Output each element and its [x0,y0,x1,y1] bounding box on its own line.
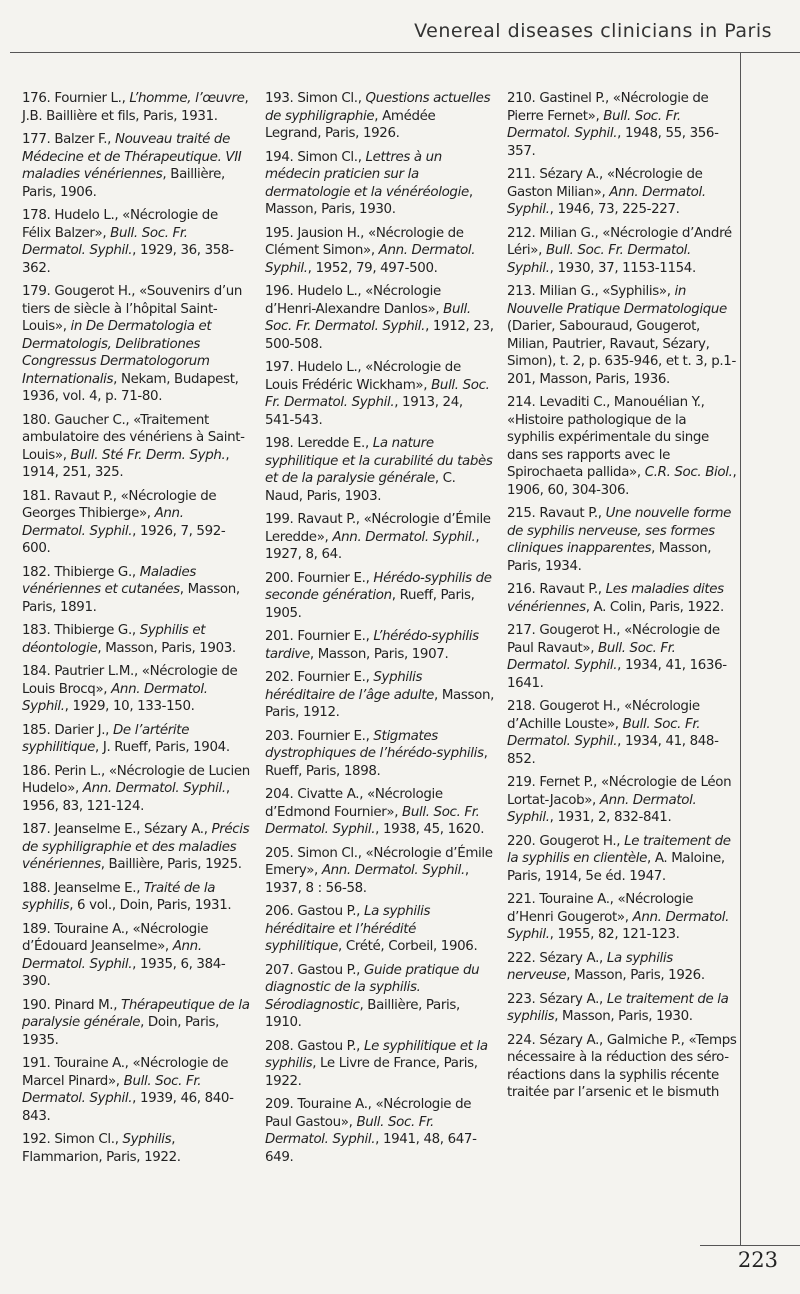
reference-details: , Baillière, Paris, 1906. [22,167,225,200]
reference-details: , J.B. Baillière et fils, Paris, 1931. [22,91,249,124]
reference-entry [265,359,495,429]
reference-title: C.R. Soc. Biol. [644,465,733,480]
reference-text: 224. Sézary A., Galmiche P., «Temps nécessaire à la réduction des séro-réactions dans la syphilis récente traitée par l’arsenic et le bismuth [507,1032,737,1100]
header-title: Venereal diseases clinicians in Paris [414,20,772,42]
reference-title: La nature syphilitique et la curabilité du tabès et de la paralysie générale [265,436,493,486]
reference-title: in De Dermatologia et Dermatologis, Delibrationes Congressus Dermatologorum Internationalis [22,319,212,387]
reference-title: L’homme, l’œuvre [129,91,245,106]
reference-entry [507,833,737,886]
reference-entry [22,207,250,277]
reference-title: Maladies vénériennes et cutanées [22,564,197,597]
reference-details: , Masson, Paris, 1934. [507,541,712,574]
running-header [0,0,800,58]
reference-text: 187. Jeanselme E., Sézary A., [22,822,212,837]
reference-details: , Rueff, Paris, 1905. [265,588,475,621]
reference-title: Précis de syphiligraphie et des maladies vénériennes [22,822,250,872]
reference-entry [265,962,495,1032]
reference-title: Bull. Soc. Fr. Dermatol. Syphil. [507,640,676,673]
reference-text: 202. Fournier E., [265,670,374,685]
reference-title: Le traitement de la syphilis en clientèle [507,833,731,866]
reference-title: Une nouvelle forme de syphilis nerveuse, ses formes cliniques inapparentes [507,506,732,556]
reference-entry [22,131,250,201]
reference-text: 215. Ravaut P., [507,506,606,521]
reference-text: 178. Hudelo L., «Nécrologie de Félix Balzer», [22,208,218,241]
reference-title: Bull. Soc. Fr. Dermatol. Syphil. [265,804,480,837]
reference-details: , 1952, 79, 497-500. [307,260,438,276]
reference-title: Syphilis [122,1132,172,1147]
reference-title: Ann. Dermatol. Syphil. [332,529,476,545]
reference-entry [265,628,495,663]
reference-entry [22,564,250,617]
reference-details: , 1926, 7, 592-600. [22,523,226,556]
reference-text: 208. Gastou P., [265,1038,364,1054]
reference-details: , Masson, Paris, 1891. [22,582,240,615]
margin-rule [740,52,741,1245]
reference-entry [265,435,495,505]
reference-details: , Rueff, Paris, 1898. [265,746,488,779]
reference-text: 220. Gougerot H., [507,833,625,849]
reference-text: 190. Pinard M., [22,997,122,1013]
reference-entry [507,991,737,1026]
reference-entry [265,669,495,722]
reference-title: Nouveau traité de Médecine et de Thérapeutique. VII maladies vénériennes [22,132,242,182]
reference-text: 218. Gougerot H., «Nécrologie d’Achille Louste», [507,699,700,732]
reference-column-2 [265,90,495,1172]
reference-entry [507,581,737,616]
reference-entry [507,90,737,160]
reference-details: , 1955, 82, 121-123. [549,927,680,942]
reference-details: , 1946, 73, 225-227. [549,202,680,217]
reference-title: De l’artérite syphilitique [22,722,190,755]
reference-title: Bull. Sté Fr. Derm. Syph. [70,447,226,463]
reference-text: 199. Ravaut P., «Nécrologie d’Émile Leredde», [265,512,491,545]
reference-details: , 1948, 55, 356-357. [507,126,719,159]
reference-text: 176. Fournier L., [22,91,130,106]
reference-details: , 1931, 2, 832-841. [549,810,672,825]
reference-title: Lettres à un médecin praticien sur la dermatologie et la vénéréologie [265,149,469,200]
reference-text: 200. Fournier E., [265,570,374,586]
reference-entry [265,225,495,278]
reference-text: 206. Gastou P., [265,904,364,919]
reference-entry [265,786,495,839]
reference-entry [507,225,737,278]
reference-text: 192. Simon Cl., [22,1132,123,1147]
reference-entry [507,166,737,219]
reference-details: , Doin, Paris, 1935. [22,1015,220,1048]
reference-entry [507,774,737,827]
reference-text: 203. Fournier E., [265,728,374,744]
reference-entry [22,1055,250,1125]
reference-entry [22,488,250,558]
reference-title: Stigmates dystrophiques de l’hérédo-syphilis [265,728,484,761]
reference-text: 205. Simon Cl., «Nécrologie d’Émile Emery», [265,845,493,878]
reference-text: 198. Leredde E., [265,436,373,451]
reference-title: Bull. Soc. Fr. Dermatol. Syphil. [507,108,681,141]
reference-text: 177. Balzer F., [22,132,115,147]
reference-text: 204. Civatte A., «Nécrologie d’Edmond Fournier», [265,787,443,820]
reference-details: , 1912, 23, 500-508. [265,319,494,352]
reference-details: , 1937, 8 : 56-58. [265,863,469,896]
reference-entry [22,921,250,991]
reference-entry [265,728,495,781]
reference-entry [265,1096,495,1166]
reference-details: , J. Rueff, Paris, 1904. [95,740,230,755]
reference-entry [507,394,737,499]
reference-title: Hérédo-syphilis de seconde génération [265,570,492,603]
reference-details: , Masson, Paris, 1930. [554,1009,693,1024]
reference-text: 209. Touraine A., «Nécrologie de Paul Gastou», [265,1097,472,1130]
reference-title: Ann. Dermatol. Syphil. [265,243,476,276]
reference-entry [22,880,250,915]
reference-title: Ann. Dermatol. Syphil. [507,792,697,825]
reference-title: Bull. Soc. Fr. Dermatol. Syphil. [265,1114,434,1147]
reference-title: Bull. Soc. Fr. Dermatol. Syphil. [507,243,691,276]
reference-details: , 1934, 41, 1636-1641. [507,658,727,691]
reference-details: , Masson, Paris, 1926. [566,968,705,983]
reference-details: , 1935, 6, 384-390. [22,956,226,989]
reference-text: 196. Hudelo L., «Nécrologie d’Henri-Alexandre Danlos», [265,284,444,317]
reference-details: , Masson, Paris, 1903. [97,640,236,656]
reference-text: 180. Gaucher C., «Traitement ambulatoire des vénériens à Saint-Louis», [22,412,245,463]
reference-text: 222. Sézary A., [507,950,607,966]
reference-title: Traité de la syphilis [22,880,216,913]
reference-details: , A. Maloine, Paris, 1914, 5e éd. 1947. [507,851,725,884]
page-number: 223 [737,1248,778,1272]
reference-details: , Flammarion, Paris, 1922. [22,1132,181,1165]
reference-details: , Baillière, Paris, 1925. [100,857,242,872]
reference-entry [265,149,495,219]
reference-entry [22,622,250,657]
reference-entry [265,570,495,623]
reference-entry [507,622,737,692]
reference-text: 207. Gastou P., [265,962,364,978]
reference-details: , 1906, 60, 304-306. [507,465,737,498]
footer-rule [700,1245,800,1246]
reference-title: Ann. Dermatol. Syphil. [22,681,208,714]
reference-details: , 6 vol., Doin, Paris, 1931. [69,898,232,913]
reference-entry [265,903,495,956]
reference-entry [22,283,250,406]
reference-text: 189. Touraine A., «Nécrologie d’Édouard Jeanselme», [22,921,209,954]
reference-details: , Crété, Corbeil, 1906. [338,939,478,954]
reference-entry [507,283,737,388]
reference-title: Ann. Dermatol. Syphil. [321,863,465,878]
reference-text: 212. Milian G., «Nécrologie d’André Léri», [507,225,732,258]
reference-entry [265,511,495,564]
reference-details: , 1934, 41, 848-852. [507,734,719,767]
reference-title: Les maladies dites vénériennes [507,582,724,615]
reference-details: , A. Colin, Paris, 1922. [585,599,724,615]
reference-title: Ann. Dermatol. Syphil. [22,506,184,539]
reference-text: 210. Gastinel P., «Nécrologie de Pierre Fernet», [507,91,709,124]
reference-details: , C. Naud, Paris, 1903. [265,471,456,504]
reference-entry [265,283,495,353]
reference-details: , 1939, 46, 840-843. [22,1091,234,1124]
reference-column-3 [507,90,737,1108]
reference-entry [22,412,250,482]
reference-details: , 1941, 48, 647-649. [265,1132,477,1165]
reference-text: 181. Ravaut P., «Nécrologie de Georges Thibierge», [22,488,217,521]
reference-entry [22,663,250,716]
reference-text: 221. Touraine A., «Nécrologie d’Henri Gougerot», [507,892,694,925]
reference-details: , Le Livre de France, Paris, 1922. [265,1056,478,1089]
reference-text: 197. Hudelo L., «Nécrologie de Louis Frédéric Wickham», [265,360,461,393]
reference-title: Ann. Dermatol. Syphil. [507,909,730,942]
reference-details: , Masson, Paris, 1907. [309,646,449,662]
reference-title: L’hérédo-syphilis tardive [265,629,479,662]
reference-details: , 1956, 83, 121-124. [22,781,230,814]
reference-entry [22,821,250,874]
reference-text: 217. Gougerot H., «Nécrologie de Paul Ravaut», [507,623,720,656]
reference-entry [265,1038,495,1091]
reference-entry [265,90,495,143]
reference-details: , 1938, 45, 1620. [375,822,485,837]
reference-text: 188. Jeanselme E., [22,880,145,896]
reference-details: , 1929, 36, 358-362. [22,243,234,276]
reference-text: 182. Thibierge G., [22,564,140,580]
reference-entry [507,505,737,575]
reference-entry [22,763,250,816]
reference-title: Ann. Dermatol. Syphil. [507,184,706,217]
reference-title: in Nouvelle Pratique Dermatologique [507,284,727,317]
reference-details: , 1913, 24, 541-543. [265,395,463,428]
reference-text: 223. Sézary A., [507,991,607,1007]
reference-title: Bull. Soc. Fr. Dermatol. Syphil. [507,716,701,749]
reference-entry [22,722,250,757]
reference-details: , Baillière, Paris, 1910. [265,997,460,1030]
reference-details: , 1927, 8, 64. [265,529,480,562]
reference-text: 213. Milian G., «Syphilis», [507,284,675,299]
reference-text: 183. Thibierge G., [22,623,140,638]
reference-entry [507,1032,737,1102]
reference-title: Syphilis et déontologie [22,623,206,656]
reference-entry [22,90,250,125]
reference-entry [265,845,495,898]
reference-text: 179. Gougerot H., «Souvenirs d’un tiers de siècle à l’hôpital Saint-Louis», [22,284,243,334]
reference-details: , Masson, Paris, 1912. [265,687,495,720]
reference-details: , 1930, 37, 1153-1154. [549,260,696,276]
reference-details: , Masson, Paris, 1930. [265,184,473,217]
reference-text: 191. Touraine A., «Nécrologie de Marcel Pinard», [22,1056,229,1089]
header-rule [10,52,800,53]
reference-text: 214. Levaditi C., Manouélian Y., «Histoire pathologique de la syphilis expérimentale du singe dans ses rapports avec le Spirochaeta pallida», [507,395,709,480]
reference-title: Le syphilitique et la syphilis [265,1038,488,1071]
reference-title: La syphilis héréditaire et l’hérédité syphilitique [265,904,431,954]
reference-title: Bull. Soc. Fr. Dermatol. Syphil. [265,377,490,410]
reference-title: Bull. Soc. Fr. Dermatol. Syphil. [22,1073,202,1106]
reference-text: 186. Perin L., «Nécrologie de Lucien Hudelo», [22,763,250,796]
reference-details: , 1914, 251, 325. [22,447,230,480]
reference-title: Thérapeutique de la paralysie générale [22,997,250,1030]
reference-text: 194. Simon Cl., [265,149,366,165]
reference-title: Guide pratique du diagnostic de la syphilis. Sérodiagnostic [265,962,480,1013]
reference-title: Questions actuelles de syphiligraphie [265,91,491,124]
reference-title: Syphilis héréditaire de l’âge adulte [265,670,434,703]
reference-text: 216. Ravaut P., [507,582,606,597]
reference-entry [507,891,737,944]
reference-text: 195. Jausion H., «Nécrologie de Clément Simon», [265,225,464,258]
reference-text: 184. Pautrier L.M., «Nécrologie de Louis Brocq», [22,664,238,697]
reference-details: (Darier, Sabouraud, Gougerot, Milian, Pautrier, Ravaut, Sézary, Simon), t. 2, p. 635-946, et t. 3, p.1-201, Masson, Paris, 1936. [507,319,736,387]
reference-details: , 1929, 10, 133-150. [64,699,195,714]
reference-text: 211. Sézary A., «Nécrologie de Gaston Milian», [507,167,703,200]
reference-entry [507,950,737,985]
reference-text: 193. Simon Cl., [265,91,366,106]
reference-text: 201. Fournier E., [265,629,374,644]
reference-title: Bull. Soc. Fr. Dermatol. Syphil. [22,225,188,258]
reference-title: Le traitement de la syphilis [507,991,729,1024]
reference-entry [22,997,250,1050]
reference-entry [507,698,737,768]
reference-details: , Nekam, Budapest, 1936, vol. 4, p. 71-80. [22,371,239,404]
reference-text: 219. Fernet P., «Nécrologie de Léon Lortat-Jacob», [507,775,732,808]
reference-title: La syphilis nerveuse [507,950,673,983]
reference-details: , Amédée Legrand, Paris, 1926. [265,108,436,141]
reference-entry [22,1131,250,1166]
reference-column-1 [22,90,250,1172]
reference-title: Ann. Dermatol. Syphil. [82,781,226,796]
reference-title: Ann. Dermatol. Syphil. [22,939,202,972]
reference-title: Bull. Soc. Fr. Dermatol. Syphil. [265,301,471,334]
reference-text: 185. Darier J., [22,722,113,738]
